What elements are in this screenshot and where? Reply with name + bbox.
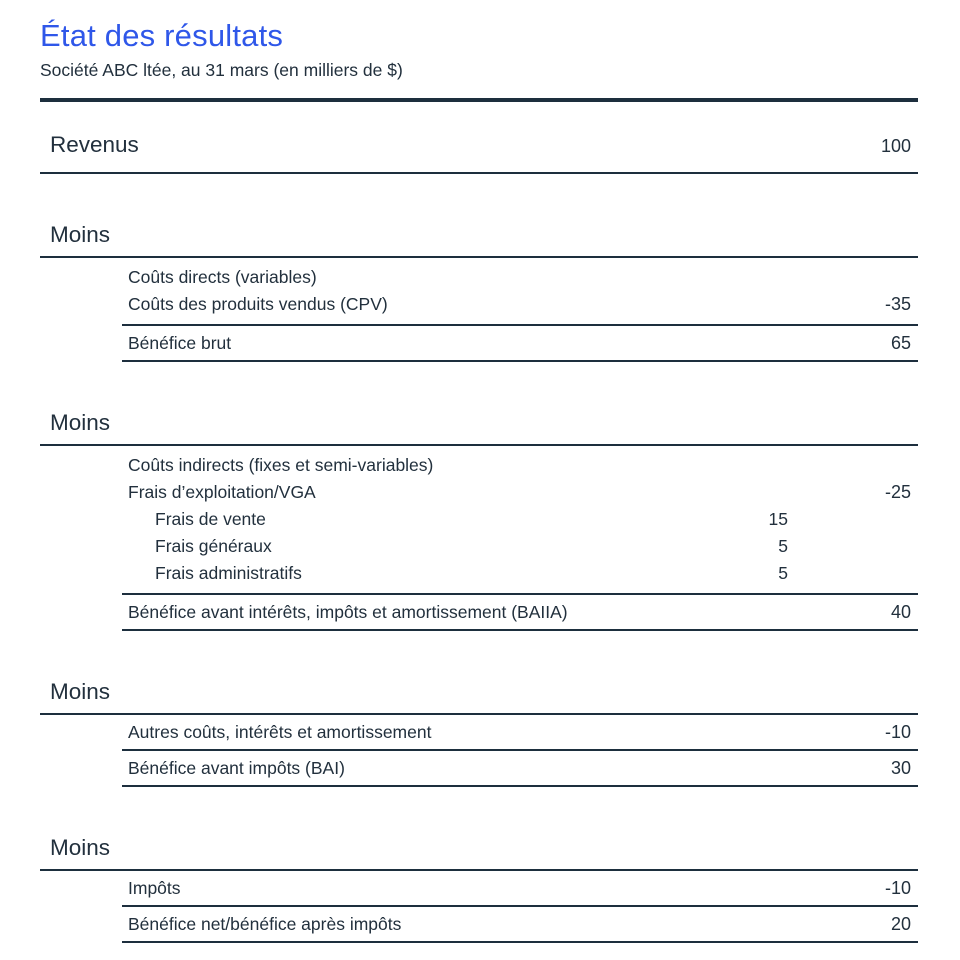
line-item-value: -10 (884, 722, 911, 742)
subtotal-value: 30 (890, 758, 911, 778)
subtotal-value: 65 (890, 333, 911, 353)
section-items (122, 446, 918, 631)
item-group (122, 258, 918, 326)
section-items (122, 258, 918, 362)
sub-line-item-label: Frais généraux (155, 536, 272, 556)
section-items (122, 871, 918, 943)
line-item-label: Frais d’exploitation/VGA (128, 482, 316, 502)
item-group (122, 446, 918, 595)
line-item (122, 264, 918, 291)
section-heading: Moins (40, 410, 918, 446)
line-item-value: -10 (884, 878, 911, 898)
revenue-label: Revenus (50, 132, 139, 157)
line-item-label: Coûts directs (variables) (128, 267, 317, 287)
sub-line-item (122, 533, 918, 560)
section-other-costs (40, 679, 918, 787)
subtotal-row (122, 751, 918, 787)
line-item (122, 291, 918, 318)
net-income-value: 20 (890, 914, 911, 934)
line-item (122, 452, 918, 479)
section-heading: Moins (40, 835, 918, 871)
sub-line-item-label: Frais de vente (155, 509, 266, 529)
line-item (122, 479, 918, 506)
sub-line-item (122, 506, 918, 533)
section-direct-costs (40, 222, 918, 362)
section-heading: Moins (40, 222, 918, 258)
subtotal-value: 40 (890, 602, 911, 622)
line-item-label: Autres coûts, intérêts et amortissement (128, 722, 432, 742)
line-item-label: Coûts des produits vendus (CPV) (128, 294, 388, 314)
line-item-value: -25 (884, 482, 911, 502)
net-income-label: Bénéfice net/bénéfice après impôts (128, 914, 402, 934)
line-item-label: Impôts (128, 878, 181, 898)
line-item (122, 871, 918, 907)
line-item-value: -35 (884, 294, 911, 314)
subtotal-row (122, 595, 918, 631)
line-item-label: Coûts indirects (fixes et semi-variables) (128, 455, 434, 475)
revenue-value: 100 (880, 136, 911, 156)
page-title: État des résultats (40, 18, 284, 53)
sub-line-item-value: 5 (778, 536, 788, 556)
sub-line-item-label: Frais administratifs (155, 563, 302, 583)
sub-line-item (122, 560, 918, 587)
line-item (122, 715, 918, 751)
section-indirect-costs (40, 410, 918, 631)
subtotal-row (122, 326, 918, 362)
net-income-row (122, 907, 918, 943)
sub-line-item-value: 5 (778, 563, 788, 583)
subtotal-label: Bénéfice avant intérêts, impôts et amortissement (BAIIA) (128, 602, 568, 622)
subtotal-label: Bénéfice brut (128, 333, 232, 353)
section-items (122, 715, 918, 787)
section-taxes (40, 835, 918, 943)
sub-line-item-value: 15 (768, 509, 788, 529)
revenue-row (40, 102, 918, 174)
section-heading: Moins (40, 679, 918, 715)
subtotal-label: Bénéfice avant impôts (BAI) (128, 758, 345, 778)
page-subtitle: Société ABC ltée, au 31 mars (en milliers de $) (40, 60, 403, 80)
